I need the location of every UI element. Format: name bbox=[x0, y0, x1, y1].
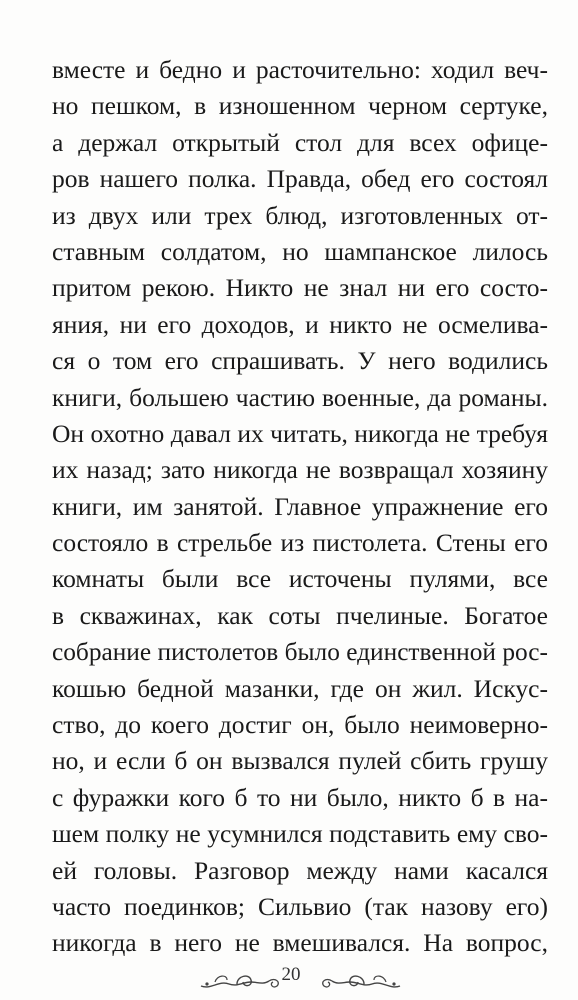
text-line: Он охотно давал их читать, никогда не требуя bbox=[52, 418, 548, 448]
text-line: часто поединков; Сильвио (так назову его) bbox=[52, 891, 548, 921]
text-line: ся о том его спрашивать. У него водились bbox=[52, 346, 548, 376]
text-line: притом рекою. Никто не знал ни его состо- bbox=[52, 273, 548, 303]
text-line: собрание пистолетов было единственной рос- bbox=[52, 638, 548, 667]
text-line: ство, до коего достиг он, было неимоверно- bbox=[52, 710, 548, 740]
page-number: 20 bbox=[281, 964, 301, 985]
text-line: комнаты были все источены пулями, все bbox=[52, 564, 548, 594]
text-line: яния, ни его доходов, и никто не осмелива- bbox=[52, 309, 548, 339]
text-line: состояло в стрельбе из пистолета. Стены его bbox=[52, 528, 548, 558]
text-line: ров нашего полка. Правда, обед его состоял bbox=[52, 164, 548, 194]
text-line: из двух или трех блюд, изготовленных от- bbox=[52, 200, 548, 230]
text-line: но пешком, в изношенном черном сертуке, bbox=[52, 91, 548, 121]
text-line: их назад; зато никогда не возвращал хозяину bbox=[52, 455, 548, 485]
text-line: вместе и бедно и расточительно: ходил веч- bbox=[52, 55, 548, 84]
text-line: ей головы. Разговор между нами касался bbox=[52, 855, 548, 885]
text-line: никогда в него не вмешивался. На вопрос, bbox=[52, 928, 548, 958]
page-footer bbox=[0, 960, 578, 996]
text-line: с фуражки кого б то ни было, никто б в на- bbox=[52, 782, 548, 812]
right-flourish-ornament bbox=[314, 960, 404, 996]
text-line: шем полку не усумнился подставить ему сво- bbox=[52, 819, 548, 849]
text-line: в скважинах, как соты пчелиные. Богатое bbox=[52, 600, 548, 630]
left-flourish-ornament bbox=[197, 960, 287, 996]
text-line: ставным солдатом, но шампанское лилось bbox=[52, 236, 548, 266]
text-line: а держал открытый стол для всех офице- bbox=[52, 127, 548, 157]
body-text bbox=[52, 52, 548, 962]
text-line: кошью бедной мазанки, где он жил. Искус- bbox=[52, 673, 548, 703]
text-line: книги, большею частию военные, да романы. bbox=[52, 382, 548, 412]
text-line: но, и если б он вызвался пулей сбить грушу bbox=[52, 746, 548, 776]
text-line: книги, им занятой. Главное упражнение его bbox=[52, 491, 548, 521]
